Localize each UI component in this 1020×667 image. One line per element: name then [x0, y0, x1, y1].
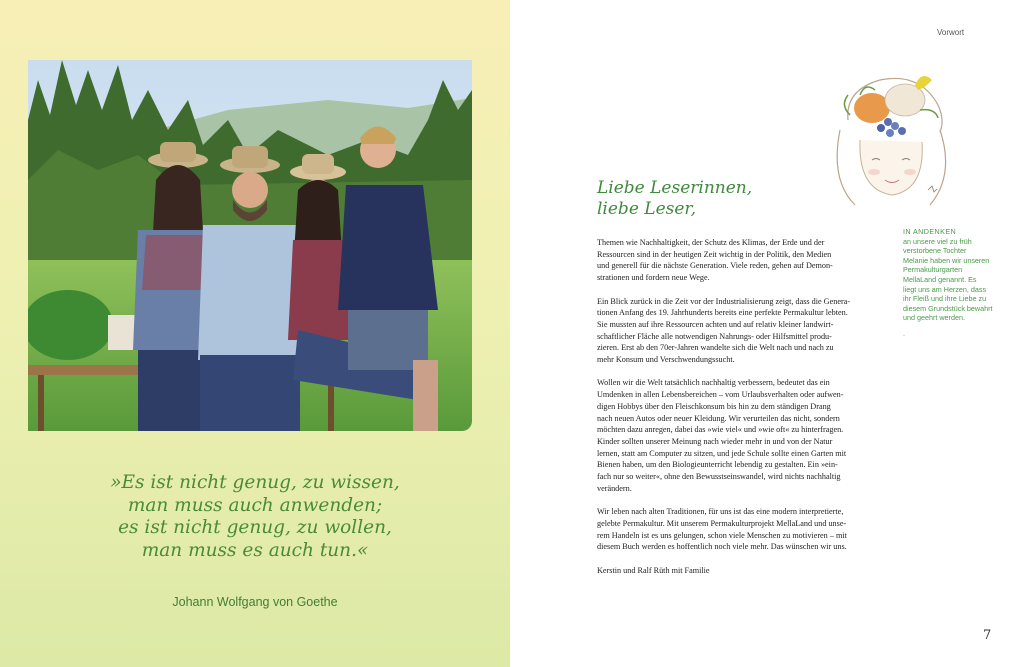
text-line: nach neuen Autos oder neuer Kleidung. Wir verurteilen das nicht, sondern [597, 413, 840, 423]
text-line: Umdenken in allen Lebensbereichen – vom Urlaubsverhalten oder aufwen- [597, 390, 844, 400]
text-line: möchten dazu anregen, dabei das »wie viel« und »wie oft« zu hinterfragen. [597, 425, 844, 435]
quote-line: »Es ist nicht genug, zu wissen, [110, 472, 400, 493]
text-line: strationen und fordern neue Wege. [597, 273, 710, 283]
foreword-body [597, 237, 881, 588]
family-photo [28, 60, 472, 431]
sidebar-line: und geehrt werden. [903, 313, 965, 323]
chapter-label: Vorwort [937, 28, 965, 37]
girl-with-vegetables-illustration [810, 60, 970, 210]
sidebar-line: an unsere viel zu früh [903, 236, 972, 246]
paragraph [597, 377, 881, 494]
paragraph [597, 237, 881, 284]
text-line: Sie mussten auf ihre Ressourcen achten und auf relativ kleiner landwirt- [597, 319, 834, 329]
quote-author: Johann Wolfgang von Goethe [172, 595, 338, 609]
text-line: mehr Konsum und Verschwendungssucht. [597, 355, 735, 365]
text-line: Ein Blick zurück in die Zeit vor der Industrialisierung zeigt, dass die Genera- [597, 296, 851, 306]
greeting-line: liebe Leser, [597, 199, 697, 219]
sidebar-line: MellaLand genannt. Es [903, 274, 977, 284]
text-line: Kinder sollten unserer Meinung nach wieder mehr in und von der Natur [597, 436, 833, 446]
paragraph [597, 296, 881, 366]
text-line: Wollen wir die Welt tatsächlich nachhaltig verbessern, bedeutet das ein [597, 378, 830, 388]
text-line: Kerstin und Ralf Rüth mit Familie [597, 565, 710, 575]
text-line: Ressourcen sind in der heutigen Zeit wichtig in der Politik, den Medien [597, 249, 832, 259]
goethe-quote [40, 472, 470, 562]
quote-line: man muss auch anwenden; [127, 494, 383, 516]
sidebar-dot: . [903, 328, 905, 338]
text-line: tionen Anfang des 19. Jahrhunderts bereits eine perfekte Permakultur lebten. [597, 308, 848, 318]
sidebar-line: liegt uns am Herzen, dass [903, 284, 987, 294]
sidebar-heading: IN ANDENKEN [903, 227, 957, 236]
quote-line: man muss es auch tun.« [141, 539, 369, 561]
text-line: rem Handeln ist es uns gelungen, schon viele Menschen zu motivieren – mit [597, 530, 847, 540]
text-line: Bienen haben, um den Biologieunterricht lebendig zu gestalten. Ein »ein- [597, 460, 838, 470]
illustration-drawing [810, 60, 970, 210]
paragraph [597, 506, 881, 553]
text-line: lernen, statt am Computer zu sitzen, und jede Schule sollte einen Garten mit [597, 448, 847, 458]
sidebar-line: verstorbene Tochter [903, 246, 967, 256]
text-line: zieren. Erst ab den 70er-Jahren wandelte sich die Welt nach und nach zu [597, 343, 834, 353]
sidebar-line: ihr Fleiß und ihre Liebe zu [903, 294, 987, 304]
text-line: fach nur so weiter«, ohne den Bewusstseinswandel, wird nichts nachhaltig [597, 472, 841, 482]
text-line: digen Hobbys über den Fleischkonsum bis hin zu dem ständigen Drang [597, 401, 831, 411]
text-line: gelebte Permakultur. Mit unserem Permakulturprojekt MellaLand und unse- [597, 518, 847, 528]
page-number: 7 [983, 628, 992, 643]
sidebar-line: diesem Grundstück bewahrt [903, 303, 993, 313]
text-line: und generell für die nächste Generation. Viele reden, gehen auf Demon- [597, 261, 833, 271]
family-photo-image [28, 60, 472, 431]
greeting-line: Liebe Leserinnen, [597, 178, 753, 198]
quote-line: es ist nicht genug, zu wollen, [118, 517, 392, 538]
text-line: Themen wie Nachhaltigkeit, der Schutz des Klimas, der Erde und der [597, 238, 825, 247]
text-line: diesem Buch werden es hoffentlich noch viele mehr. Das wünschen wir uns. [597, 542, 847, 552]
text-line: verändern. [597, 483, 632, 493]
signature-line [597, 565, 881, 577]
sidebar-line: Melanie haben wir unseren [903, 255, 990, 265]
memorial-sidebar [903, 227, 1008, 339]
sidebar-line: Permakulturgarten [903, 265, 963, 275]
text-line: schaftlicher Fläche alle notwendigen Nahrungs- oder Hilfsmittel produ- [597, 331, 832, 341]
greeting [597, 178, 752, 220]
text-line: Wir leben nach alten Traditionen, für uns ist das eine modern interpretierte, [597, 507, 844, 517]
